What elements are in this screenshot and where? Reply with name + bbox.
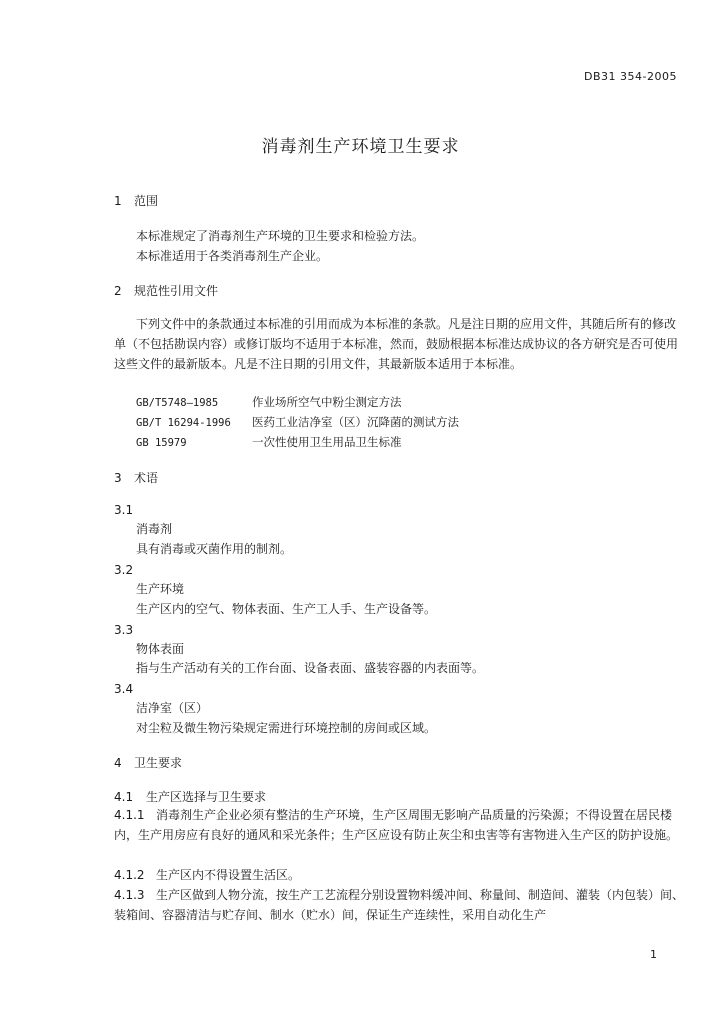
section-number: 1 (114, 194, 122, 208)
subsection-number: 4.1 (114, 790, 134, 804)
term-number: 3.3 (114, 623, 134, 637)
clause-4-1-3 (114, 885, 684, 925)
reference-name: 一次性使用卫生用品卫生标准 (252, 435, 402, 449)
section-number: 3 (114, 471, 122, 485)
clause-text: 生产区做到人物分流，按生产工艺流程分别设置物料缓冲间、称量间、制造间、灌装（内包装）间、装箱间、容器清洁与贮存间、制水（贮水）间，保证生产连续性，采用自动化生产 (114, 888, 685, 922)
reference-item (136, 414, 459, 430)
term-definition: 具有消毒或灭菌作用的制剂。 (136, 542, 293, 556)
scope-line-2: 本标准适用于各类消毒剂生产企业。 (136, 249, 329, 263)
section-2-heading (114, 283, 218, 299)
standard-code: DB31 354-2005 (584, 70, 677, 83)
section-4-heading (114, 755, 182, 771)
section-title: 术语 (134, 471, 159, 485)
subsection-title: 生产区选择与卫生要求 (146, 790, 267, 804)
section-number: 4 (114, 756, 122, 770)
section-title: 规范性引用文件 (134, 284, 219, 298)
reference-code: GB/T 16294-1996 (136, 417, 231, 429)
term-number: 3.1 (114, 503, 134, 517)
reference-item (136, 434, 402, 450)
section-number: 2 (114, 284, 122, 298)
term-name: 洁净室（区） (136, 701, 209, 715)
section-1-heading (114, 193, 158, 209)
section-3-heading (114, 470, 158, 486)
term-name: 消毒剂 (136, 522, 173, 536)
section-title: 范围 (134, 194, 159, 208)
term-name: 物体表面 (136, 642, 185, 656)
reference-code: GB/T5748—1985 (136, 397, 219, 409)
reference-item (136, 394, 402, 410)
clause-4-1-1 (114, 805, 684, 845)
term-definition: 指与生产活动有关的工作台面、设备表面、盛装容器的内表面等。 (136, 661, 485, 675)
term-number: 3.4 (114, 682, 134, 696)
clause-4-1-2 (114, 867, 300, 883)
term-definition: 生产区内的空气、物体表面、生产工人手、生产设备等。 (136, 602, 437, 616)
term-definition: 对尘粒及微生物污染规定需进行环境控制的房间或区域。 (136, 721, 437, 735)
reference-name: 医药工业洁净室（区）沉降菌的测试方法 (252, 415, 459, 429)
subsection-4-1-heading (114, 789, 266, 805)
reference-code: GB 15979 (136, 437, 187, 449)
clause-text: 消毒剂生产企业必须有整洁的生产环境，生产区周围无影响产品质量的污染源；不得设置在居民楼内，生产用房应有良好的通风和采光条件；生产区应设有防止灰尘和虫害等有害物进入生产区的防护设施。 (114, 808, 679, 842)
reference-name: 作业场所空气中粉尘测定方法 (252, 395, 402, 409)
section-title: 卫生要求 (134, 756, 183, 770)
clause-number: 4.1.3 (114, 888, 145, 902)
clause-number: 4.1.1 (114, 808, 145, 822)
term-name: 生产环境 (136, 582, 185, 596)
scope-line-1: 本标准规定了消毒剂生产环境的卫生要求和检验方法。 (136, 229, 425, 243)
clause-text: 生产区内不得设置生活区。 (156, 868, 301, 882)
document-title: 消毒剂生产环境卫生要求 (261, 137, 460, 157)
clause-number: 4.1.2 (114, 868, 145, 882)
normative-references-paragraph: 下列文件中的条款通过本标准的引用而成为本标准的条款。凡是注日期的应用文件，其随后所有的修改单（不包括勘误内容）或修订版均不适用于本标准，然而，鼓励根据本标准达成协议的各方研究是否可使用这些文件的最新版本。凡是不注日期的引用文件，其最新版本适用于本标准。 (114, 317, 679, 371)
page-number: 1 (650, 948, 657, 961)
term-number: 3.2 (114, 563, 134, 577)
